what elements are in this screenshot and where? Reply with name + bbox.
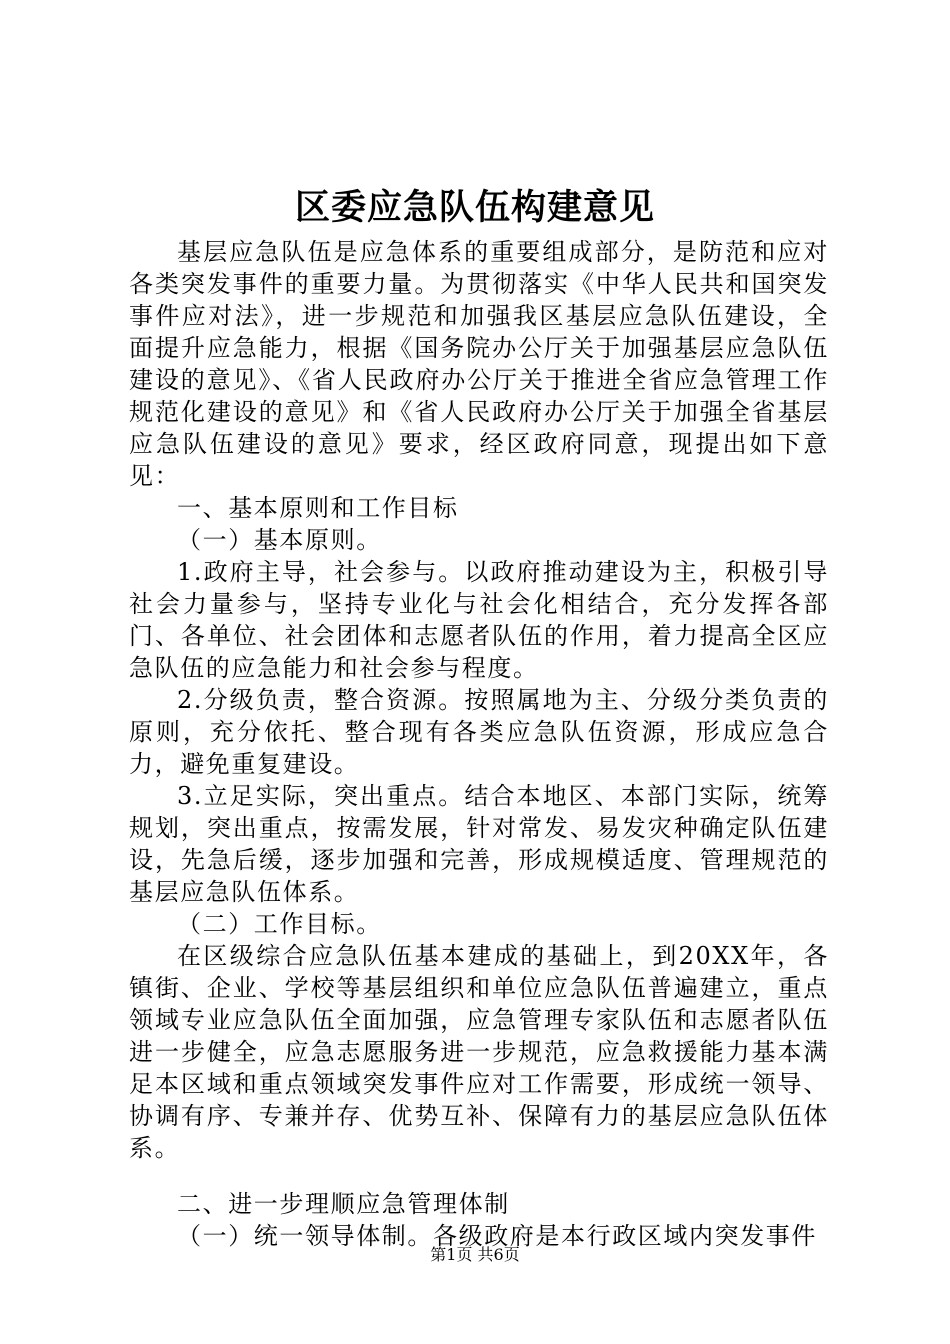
- page-footer: 第1页 共6页: [430, 1245, 520, 1264]
- paragraph-principle-3: 3.立足实际，突出重点。结合本地区、本部门实际，统筹规划，突出重点，按需发展，针对常发、易发灾种确定队伍建设，先急后缓，逐步加强和完善，形成规模适度、管理规范的基层应急队伍体系。: [129, 782, 829, 906]
- heading-section-2: 二、进一步理顺应急管理体制: [177, 1190, 510, 1218]
- subheading-principles: （一）基本原则。: [177, 526, 382, 554]
- document-title: 区委应急队伍构建意见: [294, 187, 655, 228]
- paragraph-unified-leadership: （一）统一领导体制。各级政府是本行政区域内突发事件: [177, 1222, 817, 1250]
- paragraph-goals: 在区级综合应急队伍基本建成的基础上，到20XX年，各镇街、企业、学校等基层组织和单位应急队伍普遍建立，重点领域专业应急队伍全面加强，应急管理专家队伍和志愿者队伍进一步健全，应急志愿服务进一步规范，应急救援能力基本满足本区域和重点领域突发事件应对工作需要，形成统一领导、协调有序、专兼并存、优势互补、保障有力的基层应急队伍体系。: [129, 942, 829, 1162]
- document-body: [129, 236, 829, 1252]
- paragraph-principle-1: 1.政府主导，社会参与。以政府推动建设为主，积极引导社会力量参与，坚持专业化与社会化相结合，充分发挥各部门、各单位、社会团体和志愿者队伍的作用，着力提高全区应急队伍的应急能力和社会参与程度。: [129, 558, 829, 682]
- paragraph-principle-2: 2.分级负责，整合资源。按照属地为主、分级分类负责的原则，充分依托、整合现有各类应急队伍资源，形成应急合力，避免重复建设。: [129, 686, 829, 778]
- subheading-goals: （二）工作目标。: [177, 910, 382, 938]
- paragraph-intro: 基层应急队伍是应急体系的重要组成部分，是防范和应对各类突发事件的重要力量。为贯彻落实《中华人民共和国突发事件应对法》，进一步规范和加强我区基层应急队伍建设，全面提升应急能力，根据《国务院办公厅关于加强基层应急队伍建设的意见》、《省人民政府办公厅关于推进全省应急管理工作规范化建设的意见》和《省人民政府办公厅关于加强全省基层应急队伍建设的意见》要求，经区政府同意，现提出如下意见：: [129, 238, 829, 490]
- heading-section-1: 一、基本原则和工作目标: [177, 494, 459, 522]
